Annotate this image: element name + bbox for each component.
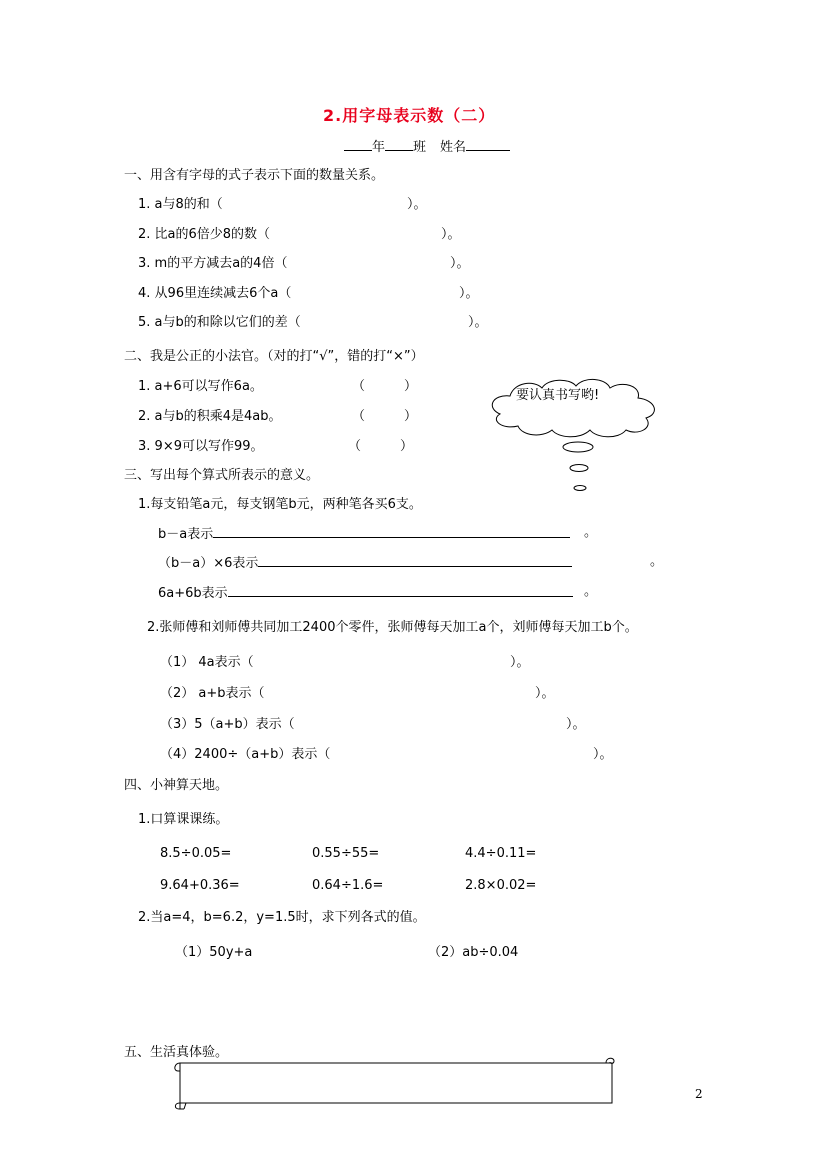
s3-q2-item-2-answer[interactable] [535, 686, 555, 702]
item-number: 3. [138, 256, 151, 271]
s2-item-1-judge[interactable]: （ ） [352, 379, 418, 394]
item-text: a与b的积乘4是4ab。 [154, 409, 282, 424]
s1-item-1-answer[interactable] [407, 197, 427, 213]
s3-q2-item-3-answer[interactable] [566, 717, 586, 733]
section-1-heading: 一、用含有字母的式子表示下面的数量关系。 [124, 168, 385, 183]
s3-q1-item-3-end: 。 [584, 584, 598, 599]
section-5-heading: 五、生活真体验。 [124, 1045, 229, 1060]
section-3-heading: 三、写出每个算式所表示的意义。 [124, 468, 320, 483]
s3-q2-item-3: （3）5（a+b）表示（ [160, 717, 295, 732]
calc-item[interactable]: 8.5÷0.05= [160, 846, 232, 861]
item-text: m的平方减去a的4倍（ [154, 256, 288, 271]
calc-item[interactable]: 4.4÷0.11= [465, 846, 537, 861]
s4-q2-item-1: （1）50y+a [175, 945, 253, 960]
section-2-heading: 二、我是公正的小法官。（对的打“√”，错的打“×”） [124, 349, 424, 364]
s3-q1-item-3 [158, 584, 573, 602]
item-number: 3. [138, 439, 151, 454]
s1-item-2 [138, 227, 270, 243]
page-number: 2 [695, 1087, 703, 1101]
answer-line[interactable] [228, 584, 573, 597]
scroll-answer-box[interactable] [170, 1055, 618, 1111]
item-text: a与8的和（ [154, 197, 223, 212]
item-text: b－a表示 [158, 527, 214, 542]
student-info-line [344, 138, 510, 156]
item-text: 9×9可以写作99。 [154, 439, 264, 454]
s2-item-2-judge[interactable]: （ ） [352, 409, 418, 424]
section-4-heading: 四、小神算天地。 [124, 778, 229, 793]
s1-item-1 [138, 197, 223, 213]
s3-q1-item-1 [158, 525, 570, 543]
s3-q2-item-2: （2） a+b表示（ [160, 686, 265, 701]
s1-item-5 [138, 315, 301, 331]
s2-item-1 [138, 379, 263, 395]
close-paren: ）。 [407, 197, 427, 212]
answer-line[interactable] [258, 554, 572, 567]
s2-item-2 [138, 409, 282, 425]
item-text: （b－a）×6表示 [158, 556, 259, 571]
s3-q2-item-1-answer[interactable] [510, 655, 530, 671]
s3-q1-item-2 [158, 554, 572, 572]
item-number: 2. [138, 409, 151, 424]
close-paren: ）。 [593, 747, 613, 762]
calc-item[interactable]: 0.64÷1.6= [312, 878, 384, 893]
s3-question-1: 1.每支铅笔a元，每支钢笔b元，两种笔各买6支。 [138, 497, 422, 512]
close-paren: ）。 [535, 686, 555, 701]
item-text: 从96里连续减去6个a（ [154, 286, 292, 301]
s1-item-3-answer[interactable] [450, 256, 470, 272]
item-number: 1. [138, 197, 151, 212]
s2-item-3 [138, 439, 264, 455]
grade-blank[interactable] [344, 138, 372, 151]
s3-q2-item-1: （1） 4a表示（ [160, 655, 254, 670]
item-number: 2. [138, 227, 151, 242]
s2-item-3-judge[interactable]: （ ） [348, 439, 414, 454]
s1-item-2-answer[interactable] [441, 227, 461, 243]
answer-line[interactable] [213, 525, 570, 538]
item-number: 4. [138, 286, 151, 301]
page-title: 2.用字母表示数（二） [323, 106, 496, 125]
s1-item-3 [138, 256, 287, 272]
s3-q2-item-4-answer[interactable] [593, 747, 613, 763]
s3-q1-item-1-end: 。 [584, 525, 598, 540]
close-paren: ）。 [566, 717, 586, 732]
s3-q1-item-2-end: 。 [650, 554, 664, 569]
s1-item-4-answer[interactable] [459, 286, 479, 302]
s3-question-2: 2.张师傅和刘师傅共同加工2400个零件，张师傅每天加工a个，刘师傅每天加工b个。 [147, 620, 638, 635]
calc-item[interactable]: 2.8×0.02= [465, 878, 537, 893]
item-text: a与b的和除以它们的差（ [154, 315, 301, 330]
s4-q2-item-2: （2）ab÷0.04 [428, 945, 519, 960]
item-text: 6a+6b表示 [158, 586, 228, 601]
item-text: a+6可以写作6a。 [154, 379, 263, 394]
s1-item-4 [138, 286, 291, 302]
item-text: 比a的6倍少8的数（ [154, 227, 271, 242]
name-label: 姓名 [440, 140, 467, 155]
bubble-text: 要认真书写哟! [516, 388, 600, 403]
s1-item-5-answer[interactable] [468, 315, 488, 331]
item-number: 1. [138, 379, 151, 394]
calc-item[interactable]: 0.55÷55= [312, 846, 380, 861]
s4-question-1: 1.口算课课练。 [138, 812, 229, 827]
name-blank[interactable] [466, 138, 510, 151]
s4-question-2: 2.当a=4，b=6.2，y=1.5时，求下列各式的值。 [138, 910, 426, 925]
close-paren: ）。 [450, 256, 470, 271]
class-label: 班 [413, 140, 427, 155]
class-blank[interactable] [385, 138, 413, 151]
close-paren: ）。 [468, 315, 488, 330]
close-paren: ）。 [459, 286, 479, 301]
grade-label: 年 [372, 140, 386, 155]
calc-item[interactable]: 9.64+0.36= [160, 878, 240, 893]
close-paren: ）。 [510, 655, 530, 670]
close-paren: ）。 [441, 227, 461, 242]
item-number: 5. [138, 315, 151, 330]
s3-q2-item-4: （4）2400÷（a+b）表示（ [160, 747, 331, 762]
